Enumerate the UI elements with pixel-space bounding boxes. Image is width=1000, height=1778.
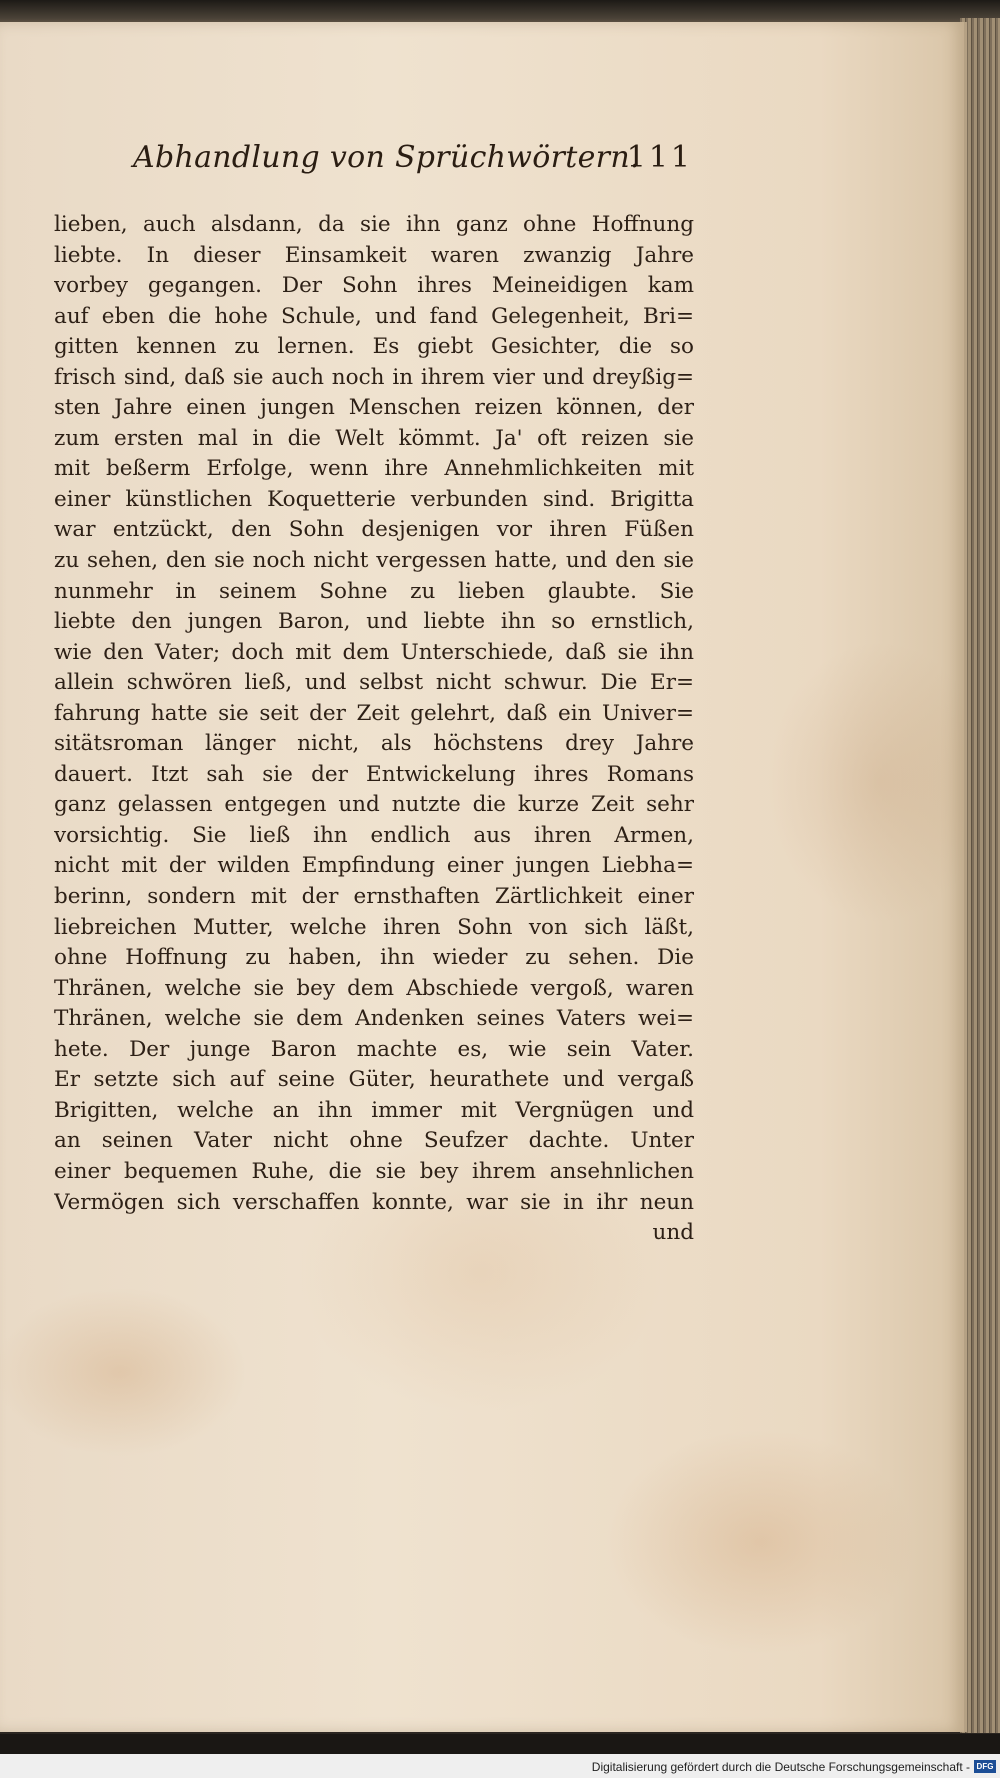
text-line: Brigitten, welche an ihn immer mit Vergnügen und	[54, 1097, 694, 1123]
running-head	[133, 140, 693, 190]
catchword: und	[652, 1220, 694, 1246]
text-line: nunmehr in seinem Sohne zu lieben glaubte. Sie	[54, 578, 694, 604]
credit-strip	[0, 1754, 1000, 1778]
text-line: an seinen Vater nicht ohne Seufzer dachte. Unter	[54, 1128, 694, 1154]
text-line: zu sehen, den sie noch nicht vergessen hatte, und den sie	[54, 548, 694, 574]
page-number: 111	[626, 140, 693, 175]
text-line: mit beßerm Erfolge, wenn ihre Annehmlichkeiten mit	[54, 456, 694, 482]
text-line: nicht mit der wilden Empfindung einer jungen Liebha=	[54, 853, 694, 879]
text-line: Vermögen sich verschaffen konnte, war sie in ihr neun	[54, 1189, 694, 1215]
text-line: allein schwören ließ, und selbst nicht schwur. Die Er=	[54, 670, 694, 696]
text-line: vorbey gegangen. Der Sohn ihres Meineidigen kam	[54, 273, 694, 299]
text-line: fahrung hatte sie seit der Zeit gelehrt, daß ein Univer=	[54, 700, 694, 726]
text-line: liebreichen Mutter, welche ihren Sohn von sich läßt,	[54, 914, 694, 940]
text-line: Er setzte sich auf seine Güter, heurathete und vergaß	[54, 1067, 694, 1093]
text-line: frisch sind, daß sie auch noch in ihrem vier und dreyßig=	[54, 364, 694, 390]
text-line: einer künstlichen Koquetterie verbunden sind. Brigitta	[54, 486, 694, 512]
text-line: auf eben die hohe Schule, und fand Gelegenheit, Bri=	[54, 303, 694, 329]
text-line: Thränen, welche sie dem Andenken seines Vaters wei=	[54, 1006, 694, 1032]
body-text	[54, 210, 694, 1249]
text-line: vorsichtig. Sie ließ ihn endlich aus ihren Armen,	[54, 822, 694, 848]
text-line: liebte den jungen Baron, und liebte ihn so ernstlich,	[54, 609, 694, 635]
text-line: wie den Vater; doch mit dem Unterschiede, daß sie ihn	[54, 639, 694, 665]
text-line: ohne Hoffnung zu haben, ihn wieder zu sehen. Die	[54, 945, 694, 971]
running-head-title: Abhandlung von Sprüchwörtern.	[133, 140, 640, 175]
text-line: sten Jahre einen jungen Menschen reizen können, der	[54, 395, 694, 421]
text-line: Thränen, welche sie bey dem Abschiede vergoß, waren	[54, 975, 694, 1001]
text-line: liebte. In dieser Einsamkeit waren zwanzig Jahre	[54, 242, 694, 268]
text-line: war entzückt, den Sohn desjenigen vor ihren Füßen	[54, 517, 694, 543]
dfg-logo-icon: DFG	[974, 1760, 996, 1773]
text-line: gitten kennen zu lernen. Es giebt Gesichter, die so	[54, 334, 694, 360]
text-line: lieben, auch alsdann, da sie ihn ganz ohne Hoffnung	[54, 212, 694, 237]
text-line: hete. Der junge Baron machte es, wie sein Vater.	[54, 1036, 694, 1062]
page-sheet	[0, 22, 967, 1732]
digitization-credit: Digitalisierung gefördert durch die Deutsche Forschungsgemeinschaft -	[591, 1760, 970, 1774]
text-line: sitätsroman länger nicht, als höchstens drey Jahre	[54, 731, 694, 757]
text-line: berinn, sondern mit der ernsthaften Zärtlichkeit einer	[54, 884, 694, 910]
text-line: zum ersten mal in die Welt kömmt. Ja' oft reizen sie	[54, 425, 694, 451]
text-line: dauert. Itzt sah sie der Entwickelung ihres Romans	[54, 761, 694, 787]
text-line: einer bequemen Ruhe, die sie bey ihrem ansehnlichen	[54, 1158, 694, 1184]
text-line: ganz gelassen entgegen und nutzte die kurze Zeit sehr	[54, 792, 694, 818]
